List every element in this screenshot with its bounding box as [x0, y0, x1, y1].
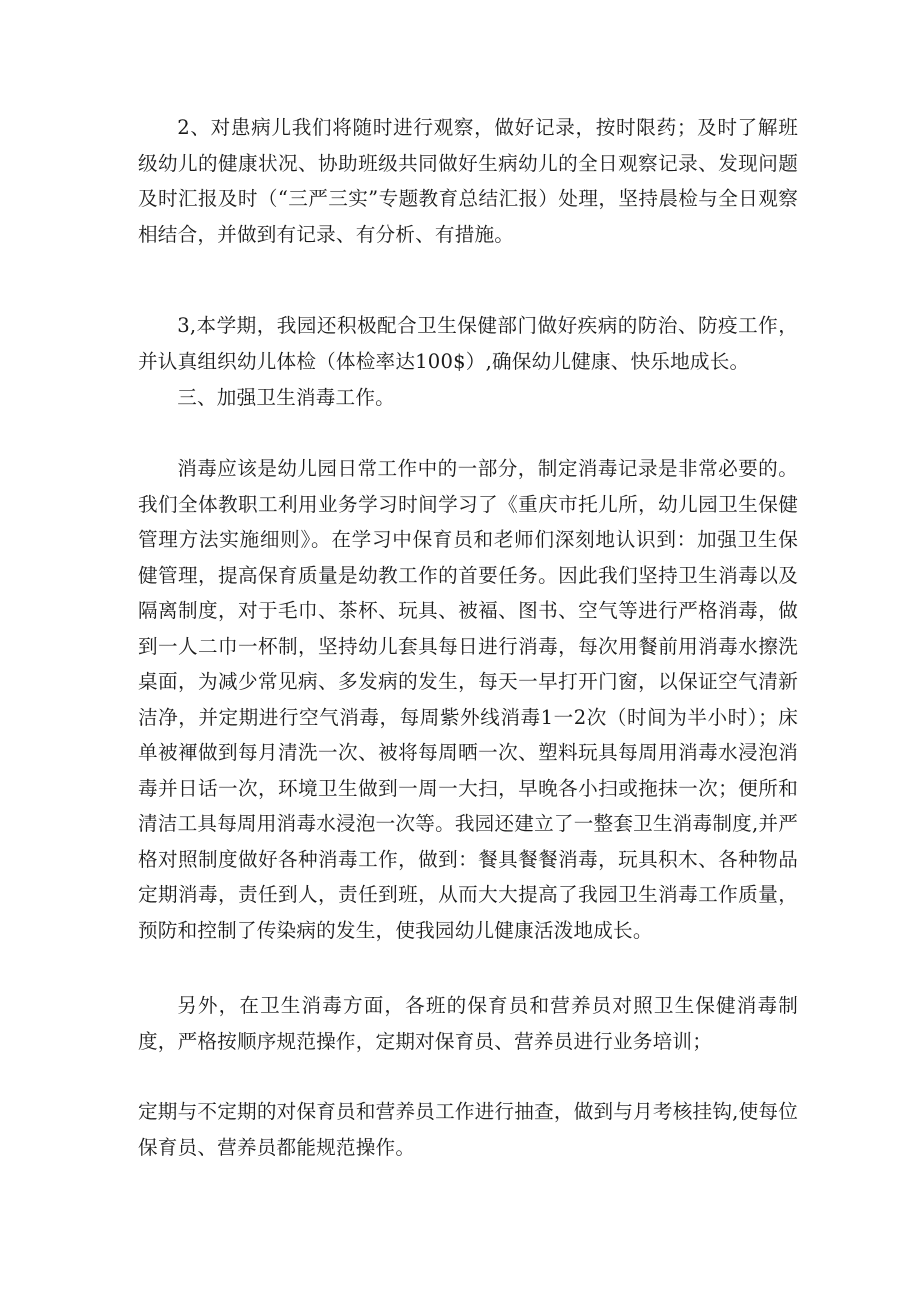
paragraph-inspection: 定期与不定期的对保育员和营养员工作进行抽查，做到与月考核挂钩,使每位保育员、营养员都能规范操作。 [138, 1100, 798, 1159]
paragraph-disinfection-work: 消毒应该是幼儿园日常工作中的一部分，制定消毒记录是非常必要的。我们全体教职工利用业务学习时间学习了《重庆市托儿所，幼儿园卫生保健管理方法实施细则》。在学习中保育员和老师们深刻地认识到：加强卫生保健管理，提高保育质量是幼教工作的首要任务。因此我们坚持卫生消毒以及隔离制度，对于毛巾、茶杯、玩具、被褔、图书、空气等进行严格消毒，做到一人二巾一杯制，坚持幼儿套具每日进行消毒，每次用餐前用消毒水擦洗桌面，为减少常见病、多发病的发生，每天一早打开门窗，以保证空气清新洁净，并定期进行空气消毒，每周紫外线消毒1一2次（时间为半小时）；床单被褌做到每月清洗一次、被将每周晒一次、塑料玩具每周用消毒水浸泡消毒并日话一次，环境卫生做到一周一大扫，早晚各小扫或拖抹一次；便所和清洁工具每周用消毒水浸泡一次等。我园还建立了一整套卫生消毒制度,并严格对照制度做好各种消毒工作，做到：餐具餐餐消毒，玩具积木、各种物品定期消毒，责任到人，责任到班，从而大大提高了我园卫生消毒工作质量，预防和控制了传染病的发生，使我园幼儿健康活泼地成长。 [138, 457, 798, 942]
paragraph-semester-prevention: 3,本学期，我园还积极配合卫生保健部门做好疾病的防治、防疫工作，并认真组织幼儿体检（体检率达100$）,确保幼儿健康、快乐地成长。 [138, 314, 798, 373]
paragraph-staff-training: 另外，在卫生消毒方面，各班的保育员和营养员对照卫生保健消毒制度，严格按顺序规范操作，定期对保育员、营养员进行业务培训； [138, 994, 798, 1053]
section-heading-disinfection: 三、加强卫生消毒工作。 [177, 386, 395, 409]
paragraph-illness-observation: 2、对患病儿我们将随时进行观察，做好记录，按时限药；及时了解班级幼儿的健康状况、协助班级共同做好生病幼儿的全日观察记录、发现问题及时汇报及时（“三严三实”专题教育总结汇报）处理，坚持晨检与全日观察相结合，并做到有记录、有分析、有措施。 [138, 116, 798, 246]
